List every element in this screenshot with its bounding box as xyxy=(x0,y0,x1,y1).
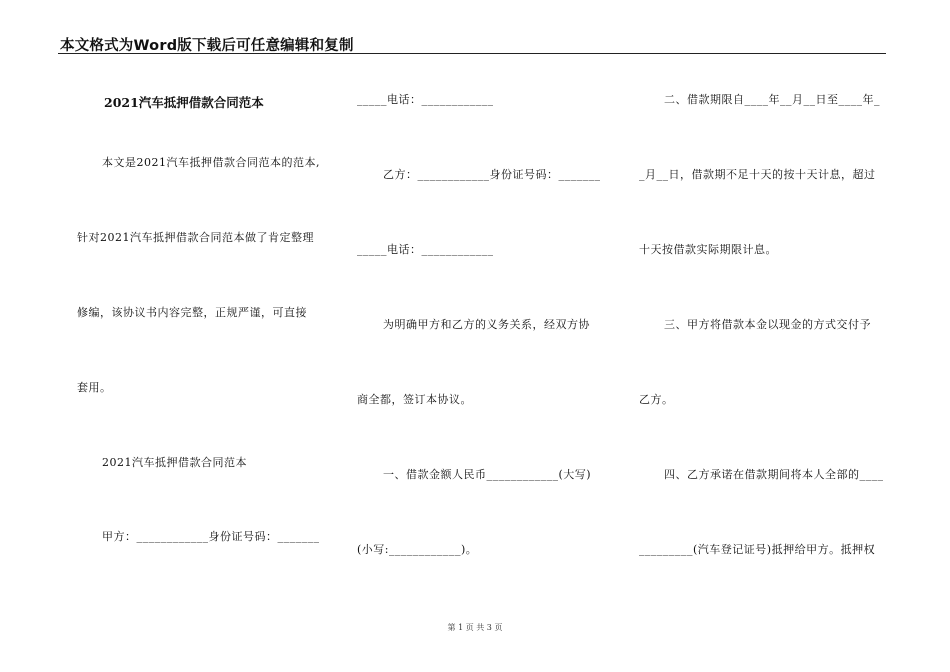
paragraph-line: 针对2021汽车抵押借款合同范本做了肯定整理 xyxy=(77,231,314,244)
clause-line: 乙方。 xyxy=(639,393,674,406)
phone-line: _____电话：____________ xyxy=(357,243,494,256)
paragraph-line: 为明确甲方和乙方的义务关系，经双方协 xyxy=(383,318,590,331)
party-b-line: 乙方：____________身份证号码：_______ xyxy=(383,168,601,181)
clause-line: 二、借款期限自____年__月__日至____年_ xyxy=(664,93,880,106)
clause-line: 一、借款金额人民币____________(大写) xyxy=(383,468,592,481)
clause-line: 十天按借款实际期限计息。 xyxy=(639,243,777,256)
header-divider xyxy=(58,53,886,54)
paragraph-line: 修编，该协议书内容完整，正规严谨，可直接 xyxy=(77,306,307,319)
clause-line: (小写:____________)。 xyxy=(357,543,478,556)
paragraph-line: 商全都，签订本协议。 xyxy=(357,393,472,406)
clause-line: 三、甲方将借款本金以现金的方式交付予 xyxy=(664,318,871,331)
clause-line: 四、乙方承诺在借款期间将本人全部的____ xyxy=(664,468,884,481)
document-header: 本文格式为Word版下载后可任意编辑和复制 xyxy=(60,38,354,54)
page-number: 第 1 页 共 3 页 xyxy=(447,623,503,632)
paragraph-line: 套用。 xyxy=(77,381,112,394)
clause-line: _月__日，借款期不足十天的按十天计息，超过 xyxy=(639,168,876,181)
paragraph-line: 本文是2021汽车抵押借款合同范本的范本, xyxy=(102,156,320,169)
section-heading: 2021汽车抵押借款合同范本 xyxy=(102,456,247,469)
phone-line: _____电话：____________ xyxy=(357,93,494,106)
clause-line: _________(汽车登记证号)抵押给甲方。抵押权 xyxy=(639,543,876,556)
party-a-line: 甲方：____________身份证号码：_______ xyxy=(102,530,320,543)
document-title: 2021汽车抵押借款合同范本 xyxy=(104,95,264,110)
